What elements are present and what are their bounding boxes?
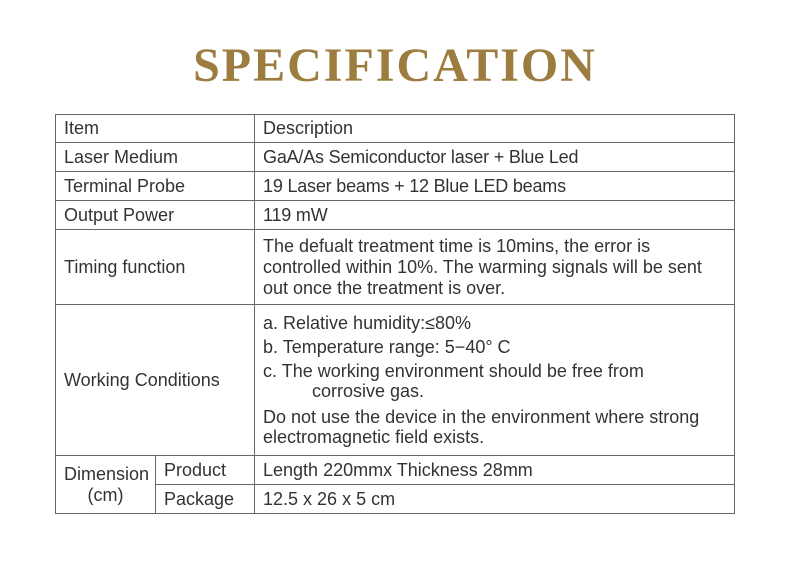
table-header-row bbox=[56, 115, 735, 143]
row-value-timing-function: The defualt treatment time is 10mins, the error is controlled within 10%. The warming signals will be sent out once the treatment is over. bbox=[255, 230, 735, 305]
table-row bbox=[56, 485, 735, 514]
row-label-dimension bbox=[56, 456, 156, 514]
row-label-laser-medium: Laser Medium bbox=[56, 143, 255, 172]
table-row bbox=[56, 143, 735, 172]
header-item: Item bbox=[56, 115, 255, 143]
row-value-product: Length 220mmx Thickness 28mm bbox=[255, 456, 735, 485]
table-row bbox=[56, 305, 735, 456]
table-row bbox=[56, 201, 735, 230]
row-label-timing-function: Timing function bbox=[56, 230, 255, 305]
condition-temperature: b. Temperature range: 5−40° C bbox=[263, 337, 511, 357]
dimension-unit: (cm) bbox=[87, 484, 124, 505]
row-label-terminal-probe: Terminal Probe bbox=[56, 172, 255, 201]
table-row bbox=[56, 172, 735, 201]
table-row bbox=[56, 230, 735, 305]
condition-humidity: a. Relative humidity:≤80% bbox=[263, 313, 471, 333]
page-title: SPECIFICATION bbox=[193, 39, 597, 92]
row-value-working-conditions bbox=[255, 305, 735, 456]
dimension-label: Dimension bbox=[64, 463, 150, 484]
sub-label-product: Product bbox=[156, 456, 255, 485]
row-value-laser-medium: GaA/As Semiconductor laser + Blue Led bbox=[255, 143, 735, 172]
row-value-terminal-probe: 19 Laser beams + 12 Blue LED beams bbox=[255, 172, 735, 201]
specification-table bbox=[55, 114, 735, 514]
row-value-package: 12.5 x 26 x 5 cm bbox=[255, 485, 735, 514]
condition-environment-line2: corrosive gas. bbox=[312, 381, 425, 401]
header-description: Description bbox=[255, 115, 735, 143]
table-row bbox=[56, 456, 735, 485]
condition-environment-line1: c. The working environment should be free from bbox=[263, 361, 644, 381]
row-label-working-conditions: Working Conditions bbox=[56, 305, 255, 456]
condition-environment bbox=[263, 361, 726, 401]
sub-label-package: Package bbox=[156, 485, 255, 514]
row-value-output-power: 119 mW bbox=[255, 201, 735, 230]
condition-note: Do not use the device in the environment where strong electromagnetic field exists. bbox=[263, 407, 700, 447]
row-label-output-power: Output Power bbox=[56, 201, 255, 230]
